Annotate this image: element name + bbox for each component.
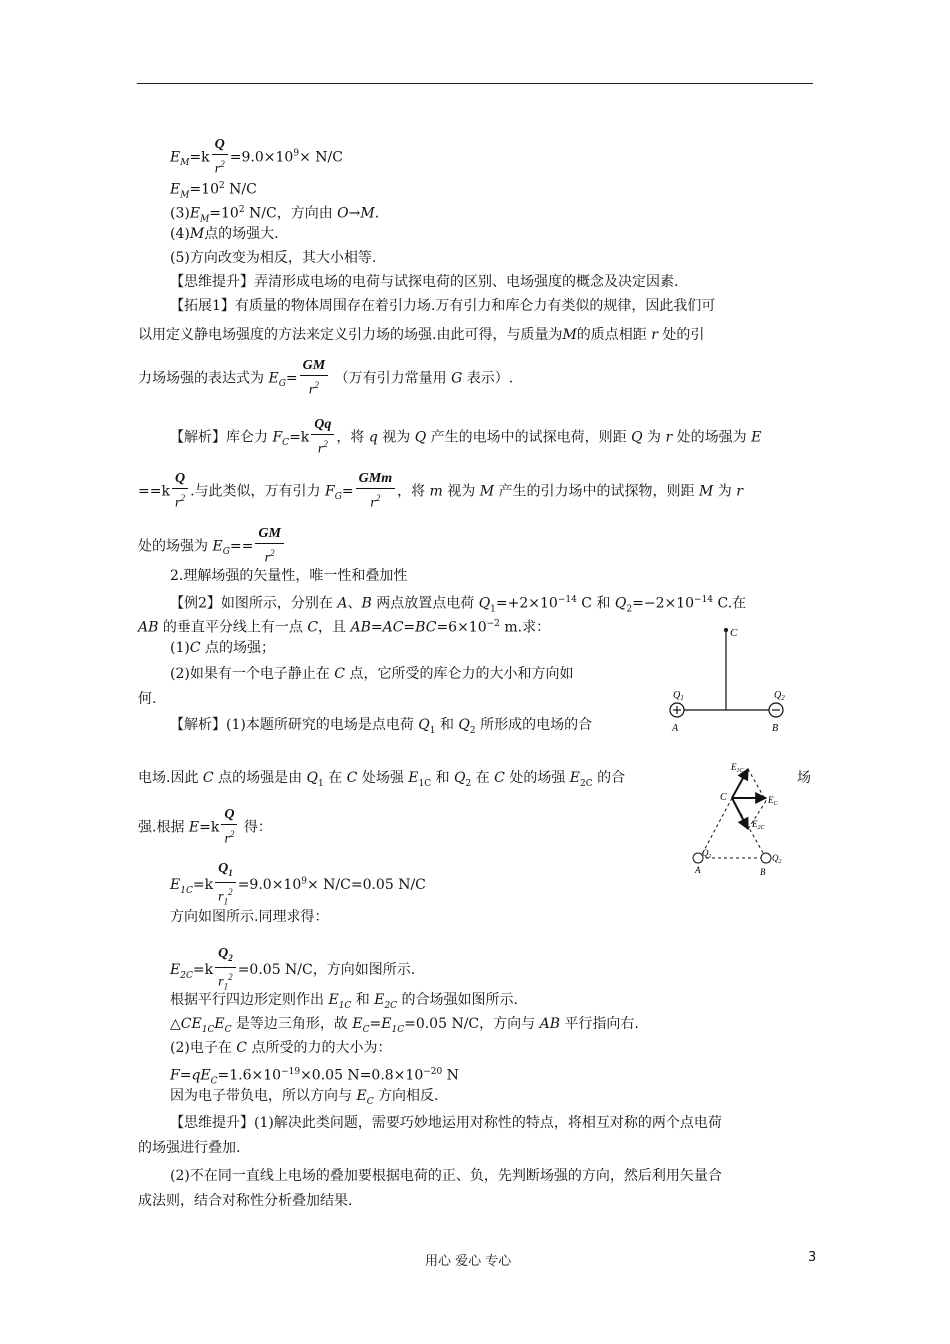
example-2-line-1: 【例2】如图所示，分别在 A、B 两点放置点电荷 $Q_1=+2\times 10^{-14}$ C 和 $Q_2=-2\times 10^{-14}$ C.在	[170, 595, 747, 615]
label-q1: $Q_1$	[673, 690, 684, 702]
extension-1-line-1: 【拓展1】有质量的物体周围存在着引力场.万有引力和库仑力有类似的规律，因此我们可	[170, 298, 716, 314]
solution-line-1: 【解析】(1)本题所研究的电场是点电荷 $Q_1$ 和 $Q_2$ 所形成的电场的合	[170, 717, 593, 736]
example-2-line-2: AB 的垂直平分线上有一点 C，且 $AB=AC=BC=6\times 10^{-2}$ m.求：	[138, 619, 551, 636]
label-e2c: $E_{2C}$	[752, 819, 765, 831]
label-c: C	[720, 792, 727, 803]
label-q2: $Q_2$	[772, 853, 782, 865]
label-ec: $E_C$	[768, 795, 778, 807]
analysis-line-2: ==k $\frac{Q}{r^2}$ .与此类似，万有引力 $F_G=$ $\frac{\text{GMm}}{r^2}$ ，将 m 视为 M 产生的引力场中的试探物，则距 M 为 r	[138, 471, 743, 511]
vector-e2c	[732, 798, 748, 829]
figure-field-superposition	[695, 755, 815, 885]
thinking-note-2-line-2: 的场强进行叠加.	[138, 1140, 241, 1156]
parallelogram-top	[748, 769, 766, 801]
thinking-note-1: 【思维提升】弄清形成电场的电荷与试探电荷的区别、电场强度的概念及决定因素.	[170, 274, 679, 290]
formula-line-em: $E_M=k$ $\frac{Q}{r^2}$ $=9.0\times 10^9\times N/C$	[170, 137, 343, 177]
solution-line-2: 电场.因此 C 点的场强是由 $Q_1$ 在 C 处场强 $E_{1C}$ 和 $Q_2$ 在 C 处的场强 $E_{2C}$ 的合	[138, 770, 626, 789]
example-2-question-1: (1)C 点的场强；	[170, 640, 276, 656]
thinking-note-2-line-4: 成法则，结合对称性分析叠加结果.	[138, 1193, 353, 1209]
same-method-note: 方向如图所示.同理求得：	[170, 909, 329, 925]
formula-line-em-result: $E_M=10^2$ N/C	[170, 181, 257, 201]
example-2-question-2: (2)如果有一个电子静止在 C 点，它所受的库仑力的大小和方向如	[170, 666, 574, 682]
thinking-note-2-line-3: (2)不在同一直线上电场的叠加要根据电荷的正、负，先判断场强的方向，然后利用矢量合	[170, 1168, 722, 1184]
solution-line-3: 强.根据 E=k $\frac{Q}{r^2}$ 得：	[138, 807, 272, 847]
formula-e1c: $E_{1C}=k$ $\frac{Q_1}{r_1^2}$ $=9.0\times 10^9\times N/C=0.05$ N/C	[170, 861, 426, 907]
point-c-dot	[724, 628, 728, 632]
page-number: 3	[808, 1250, 817, 1265]
analysis-line-3: 处的场强为 $E_G==$ $\frac{GM}{r^2}$	[138, 525, 286, 568]
answer-4: (4)M点的场强大.	[170, 226, 279, 242]
force-heading: (2)电子在 C 点所受的力的大小为：	[170, 1040, 392, 1056]
label-b: B	[760, 867, 766, 877]
force-direction: 因为电子带负电，所以方向与 $E_C$ 方向相反.	[170, 1088, 439, 1107]
label-e1c: $E_{1C}$	[731, 762, 744, 774]
answer-5: (5)方向改变为相反，其大小相等.	[170, 250, 377, 266]
label-a: A	[695, 865, 701, 875]
answer-3: $(3)E_M=10^2$ N/C，方向由 O→M.	[170, 205, 380, 225]
label-q2: $Q_2$	[774, 690, 785, 702]
formula-e2c: $E_{2C}=k$ $\frac{Q_2}{r_1^2}$ =0.05 N/C，方向如图所示.	[170, 946, 416, 992]
charge-q2-circle	[761, 853, 771, 863]
thinking-note-2-line-1: 【思维提升】(1)解决此类问题，需要巧妙地运用对称性的特点，将相互对称的两个点电荷	[170, 1115, 722, 1131]
header-rule	[137, 83, 813, 84]
extension-1-line-3: 力场场强的表达式为 $E_G=$ $\frac{GM}{r^2}$ （万有引力常量用 G 表示）.	[138, 358, 514, 398]
solution-line-2-tail: 场	[797, 770, 811, 786]
label-a: A	[672, 723, 679, 734]
section-heading-2: 2.理解场强的矢量性，唯一性和叠加性	[170, 568, 408, 584]
extension-1-line-2: 以用定义静电场强度的方法来定义引力场的场强.由此可得，与质量为M的质点相距 r 处的引	[138, 327, 705, 343]
analysis-line-1: 【解析】库仑力 $F_C=k$ $\frac{Qq}{r^2}$ ，将 q 视为 Q 产生的电场中的试探电荷，则距 Q 为 r 处的场强为 E	[170, 417, 762, 457]
parallelogram-note: 根据平行四边形定则作出 $E_{1C}$ 和 $E_{2C}$ 的合场强如图所示.	[170, 992, 518, 1011]
label-b: B	[772, 723, 779, 734]
figure-perpendicular-bisector	[660, 620, 800, 740]
label-c: C	[730, 627, 738, 639]
footer-slogan: 用心 爱心 专心	[425, 1254, 512, 1269]
triangle-note: $\triangle CE_{1C}E_C$ 是等边三角形，故 $E_C=E_{1C}=0.05$ N/C，方向与 AB 平行指向右.	[170, 1016, 639, 1035]
label-q1: $Q_1$	[702, 848, 712, 860]
example-2-question-2-end: 何.	[138, 691, 157, 707]
force-formula: $F=qE_C=1.6\times 10^{-19}\times 0.05$ $N=0.8\times 10^{-20}$ N	[170, 1067, 459, 1087]
